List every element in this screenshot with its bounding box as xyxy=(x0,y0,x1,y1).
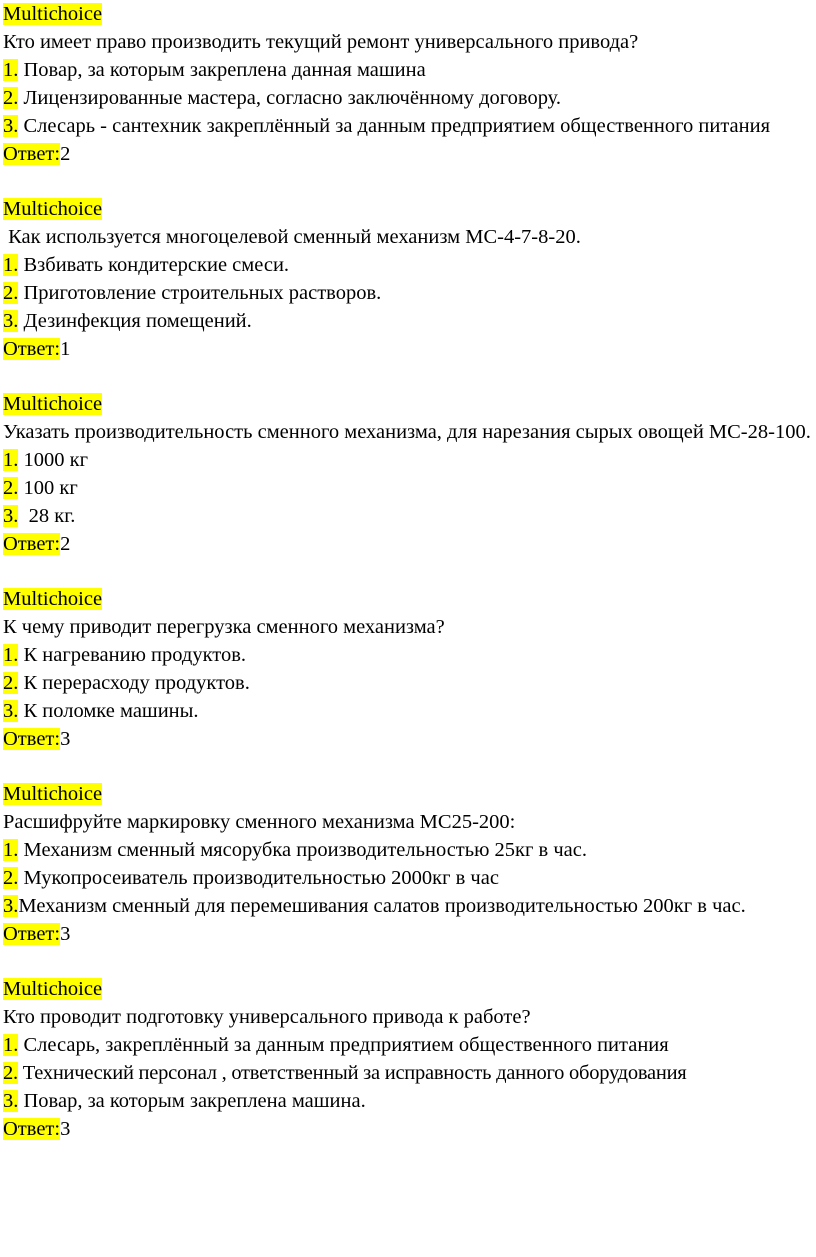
option-number: 1. xyxy=(3,1034,19,1056)
option-text: Механизм сменный для перемешивания салатов производительностью 200кг в час. xyxy=(18,895,746,917)
option-number: 2. xyxy=(3,87,19,109)
question-type-label: Multichoice xyxy=(3,783,103,805)
answer-value: 2 xyxy=(60,533,71,555)
question-type-label: Multichoice xyxy=(3,588,103,610)
answer-option-2 xyxy=(3,669,812,697)
answer-line xyxy=(3,1115,812,1143)
question-text: Кто проводит подготовку универсального привода к работе? xyxy=(3,1006,531,1028)
answer-option-3 xyxy=(3,697,812,725)
answer-label: Ответ: xyxy=(3,338,61,360)
option-text: К перерасходу продуктов. xyxy=(18,672,250,694)
option-number: 3. xyxy=(3,1090,19,1112)
option-number: 2. xyxy=(3,867,19,889)
question-text: К чему приводит перегрузка сменного механизма? xyxy=(3,616,445,638)
answer-option-1 xyxy=(3,446,812,474)
option-text: Слесарь, закреплённый за данным предприятием общественного питания xyxy=(18,1034,669,1056)
question-type-label: Multichoice xyxy=(3,393,103,415)
answer-label: Ответ: xyxy=(3,533,61,555)
question-block-1 xyxy=(3,0,812,168)
option-number: 1. xyxy=(3,254,19,276)
question-text: Указать производительность сменного механизма, для нарезания сырых овощей МС-28-100. xyxy=(3,421,811,443)
option-text: Слесарь - сантехник закреплённый за данным предприятием общественного питания xyxy=(18,115,770,137)
option-text: Дезинфекция помещений. xyxy=(18,310,252,332)
question-block-6 xyxy=(3,975,812,1143)
answer-value: 3 xyxy=(60,1118,71,1140)
answer-option-3 xyxy=(3,892,812,920)
option-number: 1. xyxy=(3,644,19,666)
option-text: Повар, за которым закреплена данная машина xyxy=(18,59,426,81)
option-text: Взбивать кондитерские смеси. xyxy=(18,254,290,276)
option-number: 3. xyxy=(3,115,19,137)
option-text: Лицензированные мастера, согласно заключённому договору. xyxy=(18,87,562,109)
answer-option-1 xyxy=(3,1031,812,1059)
answer-line xyxy=(3,530,812,558)
option-number: 2. xyxy=(3,1062,18,1084)
answer-label: Ответ: xyxy=(3,1118,61,1140)
option-number: 1. xyxy=(3,839,19,861)
answer-line xyxy=(3,335,812,363)
question-block-3 xyxy=(3,390,812,558)
option-text: Повар, за которым закреплена машина. xyxy=(18,1090,366,1112)
answer-option-2 xyxy=(3,864,812,892)
question-block-4 xyxy=(3,585,812,753)
question-block-2 xyxy=(3,195,812,363)
option-text: Технический персонал , ответственный за исправность данного оборудования xyxy=(17,1062,687,1084)
option-text: 1000 кг xyxy=(18,449,88,471)
option-text: 100 кг xyxy=(18,477,78,499)
option-text: Механизм сменный мясорубка производительностью 25кг в час. xyxy=(18,839,587,861)
answer-value: 3 xyxy=(60,728,71,750)
option-text: К поломке машины. xyxy=(18,700,199,722)
question-type-label: Multichoice xyxy=(3,978,103,1000)
option-number: 3. xyxy=(3,895,19,917)
question-text: Как используется многоцелевой сменный механизм МС-4-7-8-20. xyxy=(3,226,581,248)
answer-value: 2 xyxy=(60,143,71,165)
answer-option-3 xyxy=(3,112,812,140)
option-number: 3. xyxy=(3,310,19,332)
answer-option-2 xyxy=(3,279,812,307)
option-number: 3. xyxy=(3,700,19,722)
answer-label: Ответ: xyxy=(3,728,61,750)
option-number: 3. xyxy=(3,505,19,527)
answer-option-2 xyxy=(3,84,812,112)
answer-option-3 xyxy=(3,1087,812,1115)
answer-line xyxy=(3,140,812,168)
answer-line xyxy=(3,725,812,753)
option-number: 2. xyxy=(3,672,19,694)
answer-label: Ответ: xyxy=(3,143,61,165)
answer-option-2 xyxy=(3,474,812,502)
answer-label: Ответ: xyxy=(3,923,61,945)
answer-line xyxy=(3,920,812,948)
question-block-5 xyxy=(3,780,812,948)
question-type-label: Multichoice xyxy=(3,3,103,25)
option-text: Мукопросеиватель производительностью 2000кг в час xyxy=(18,867,499,889)
answer-option-3 xyxy=(3,502,812,530)
option-number: 1. xyxy=(3,449,19,471)
answer-value: 3 xyxy=(60,923,71,945)
answer-option-2 xyxy=(3,1059,812,1087)
answer-option-1 xyxy=(3,56,812,84)
answer-option-1 xyxy=(3,836,812,864)
answer-value: 1 xyxy=(60,338,71,360)
question-type-label: Multichoice xyxy=(3,198,103,220)
option-number: 1. xyxy=(3,59,19,81)
answer-option-3 xyxy=(3,307,812,335)
answer-option-1 xyxy=(3,641,812,669)
option-text: 28 кг. xyxy=(18,505,76,527)
option-number: 2. xyxy=(3,282,19,304)
answer-option-1 xyxy=(3,251,812,279)
option-number: 2. xyxy=(3,477,19,499)
question-text: Кто имеет право производить текущий ремонт универсального привода? xyxy=(3,31,639,53)
option-text: К нагреванию продуктов. xyxy=(18,644,247,666)
question-text: Расшифруйте маркировку сменного механизма МС25-200: xyxy=(3,811,516,833)
option-text: Приготовление строительных растворов. xyxy=(18,282,382,304)
